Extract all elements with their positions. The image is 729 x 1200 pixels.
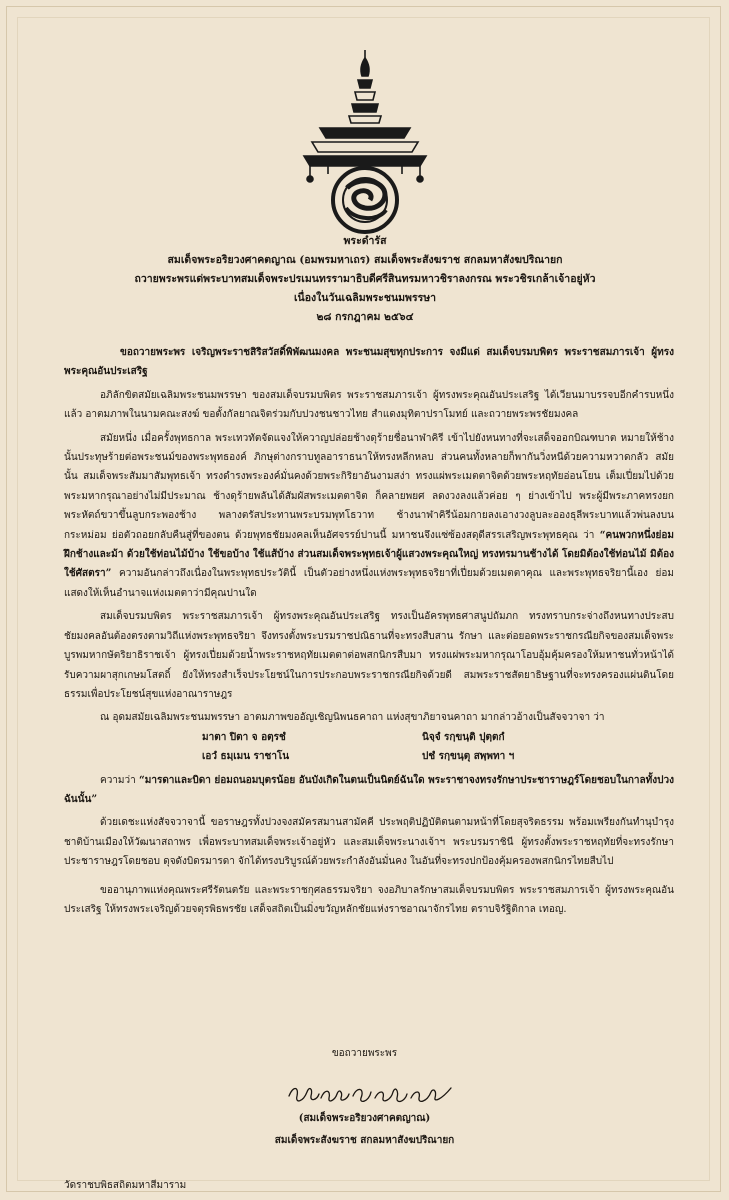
paragraph-4: สมเด็จบรมบพิตร พระราชสมภารเจ้า ผู้ทรงพระคุณอันประเสริฐ ทรงเป็นอัครพุทธศาสนูปถัมภก ทรงทราบกระจ่างถึงหนทางประสบชัยมงคลอันต้องตรงตามวิถีแห่งพระพุทธจริยา จึงทรงตั้งพระบรมราชปณิธานที่จะทรงสืบสาน รักษา และต่อยอดพระราชกรณียกิจของสมเด็จพระบูรพมหากษัตริยาธิราชเจ้า ผู้ทรงเปี่ยมด้วยน้ำพระราชหฤทัยเมตตาต่อพสกนิกรสืบมา ทรงแผ่พระมหากรุณาโอบอุ้มคุ้มครองให้มหาชนทั่วหน้าได้รับความผาสุกเกษมโสตถิ์ ยังให้ทรงสำเร็จประโยชน์ในการประกอบพระราชกรณียกิจด้วยดี สมพระราชสัตยาธิษฐานที่จะทรงครองแผ่นดินโดยธรรมเพื่อประโยชน์สุขแห่งอาณาราษฎร bbox=[64, 611, 674, 700]
pali-verse bbox=[202, 728, 674, 767]
decree-header bbox=[60, 232, 670, 327]
decree-body bbox=[64, 343, 674, 919]
paragraph-3-text: สมัยหนึ่ง เมื่อครั้งพุทธกาล พระเทวทัตจัดแจงให้ควาญปล่อยช้างดุร้ายชื่อนาฬาคิรี เข้าไปยังหนทางที่จะเสด็จออกบิณฑบาต หมายให้ช้างนั้นประทุษร้ายต่อพระชนม์ของพระพุทธองค์ ภิกษุต่างกราบทูลอาราธนาให้ทรงหลีกหลบ ส่วนคนทั้งหลายก็พากันวิ่งหนีด้วยความหวาดกลัว สมัยนั้น สมเด็จพระสัมมาสัมพุทธเจ้า ทรงดำรงพระองค์มั่นคงด้วยพระกิริยาอันงามสง่า ทรงแผ่พระเมตตาจิตด้วยพระหฤทัยอ่อนโยน เต็มเปี่ยมไปด้วยพระมหากรุณาอย่างไม่มีประมาณ ช้างดุร้ายพลันได้สัมผัสพระเมตตาจิต ก็คลายพยศ ลดงวงลงแล้วค่อย ๆ ย่างเข้าไป พระผู้มีพระภาคทรงยกพระหัตถ์ขวาขึ้นลูบกระพองช้าง พลางตรัสประทานพระบรมพุทโธวาท ช้างนาฬาคิรีน้อมกายลงเอางวงลูบละอองธุลีพระบาทแล้วพ่นลงบนกระหม่อม ย่อตัวถอยกลับคืนสู่ที่ของตน ด้วยพุทธชัยมงคลเห็นอัศจรรย์ปานนี้ มหาชนจึงแซ่ซ้องสดุดีสรรเสริญพระพุทธคุณ ว่า bbox=[64, 432, 674, 541]
occasion-line: เนื่องในวันเฉลิมพระชนมพรรษา bbox=[293, 292, 437, 304]
paragraph-8: ขออานุภาพแห่งคุณพระศรีรัตนตรัย และพระราชกุศลธรรมจริยา จงอภิบาลรักษาสมเด็จบรมบพิตร พระราชสมภารเจ้า ผู้ทรงพระคุณอันประเสริฐ ให้ทรงพระเจริญด้วยจตุรพิธพรชัย เสด็จสถิตเป็นมิ่งขวัญหลักชัยแห่งราชอาณาจักรไทย ตราบจิรัฐิติกาล เทอญ. bbox=[64, 884, 674, 915]
paragraph-2: อภิลักขิตสมัยเฉลิมพระชนมพรรษา ของสมเด็จบรมบพิตร พระราชสมภารเจ้า ผู้ทรงพระคุณอันประเสริฐ ได้เวียนมาบรรจบอีกคำรบหนึ่งแล้ว อาตมภาพในนามคณะสงฆ์ ขอตั้งกัลยาณจิตร่วมกับปวงชนชาวไทย สำแดงมุทิตาปราโมทย์ และถวายพระพรชัยมงคล bbox=[64, 389, 674, 421]
paragraph-3-quote: “คนพวกหนึ่งย่อมฝึกช้างและม้า ด้วยใช้ท่อนไม้บ้าง ใช้ขอบ้าง ใช้แส้บ้าง ส่วนสมเด็จพระพุทธเจ้าผู้แสวงพระคุณใหญ่ ทรงทรมานช้างได้ โดยมิต้องใช้ท่อนไม้ มิต้องใช้ศัสตรา” bbox=[64, 529, 674, 580]
decree-title: พระดำรัส bbox=[343, 235, 387, 247]
pali-line: นิจฺจํ รกฺขนฺติ ปุตฺตกํ bbox=[422, 731, 505, 743]
paragraph-3-tail: ความอันกล่าวถึงเนื่องในพระพุทธประวัตินี้ เป็นตัวอย่างหนึ่งแห่งพระพุทธจริยาที่เปี่ยมด้วยเมตตาคุณ และพระพุทธจริยานี้เอง ย่อมแสดงให้เห็นอำนาจแห่งเมตตาว่ามีคุณปานใด bbox=[64, 568, 674, 599]
paragraph-6 bbox=[64, 771, 674, 810]
signature-icon bbox=[285, 1078, 455, 1110]
paragraph-5: ณ อุดมสมัยเฉลิมพระชนมพรรษา อาตมภาพขออัญเชิญนิพนธคาถา แห่งสุขาภิยาจนคาถา มากล่าวอ้างเป็นสัจจวาจา ว่า bbox=[100, 712, 605, 724]
signatory-title: สมเด็จพระสังฆราช สกลมหาสังฆปริณายก bbox=[274, 1135, 455, 1146]
pali-line: เอวํ ธมฺเมน ราชาโน bbox=[202, 751, 290, 763]
decree-date: ๒๘ กรกฎาคม ๒๕๖๔ bbox=[316, 311, 414, 323]
recipient-line: ถวายพระพรแด่พระบาทสมเด็จพระปรเมนทรรามาธิบดีศรีสินทรมหาวชิราลงกรณ พระวชิรเกล้าเจ้าอยู่หัว bbox=[134, 273, 596, 285]
signatory-name: (สมเด็จพระอริยวงศาคตญาณ) bbox=[298, 1113, 431, 1124]
issuing-place: วัดราชบพิธสถิตมหาสีมาราม bbox=[64, 1180, 187, 1191]
pali-line: ปชํ รกฺขนฺตุ สพฺพทา ฯ bbox=[422, 751, 515, 763]
pali-line: มาตา ปิตา จ อตฺรชํ bbox=[202, 731, 286, 743]
royal-emblem-icon bbox=[298, 48, 432, 238]
paragraph-6-lead: ความว่า bbox=[100, 774, 136, 786]
paragraph-6-quote: “มารดาและบิดา ย่อมถนอมบุตรน้อย อันบังเกิดในตนเป็นนิตย์ฉันใด พระราชาจงทรงรักษาประชาราษฎร์โดยชอบในกาลทั้งปวงฉันนั้น” bbox=[64, 774, 674, 805]
paragraph-7: ด้วยเดชะแห่งสัจจวาจานี้ ขอราษฎรทั้งปวงจงสมัครสมานสามัคคี ประพฤติปฏิบัติตนตามหน้าที่โดยสุจริตธรรม พร้อมเพรียงกันทำนุบำรุงชาติบ้านเมืองให้วัฒนาสถาพร เพื่อพระบาทสมเด็จพระเจ้าอยู่หัว และสมเด็จพระนางเจ้าฯ พระบรมราชินี ผู้ทรงตั้งพระราชหฤทัยที่จะทรงรักษาประชาราษฎรโดยชอบ ดุจดังบิดรมารดา จักได้ทรงบริบูรณ์ด้วยพระกำลังอันมั่นคง ในอันที่จะทรงปกป้องคุ้มครองพสกนิกรไทยสืบไป bbox=[64, 817, 674, 868]
paragraph-3 bbox=[64, 429, 674, 604]
opening-paragraph: ขอถวายพระพร เจริญพระราชสิริสวัสดิ์พิพัฒนมงคล พระชนมสุขทุกประการ จงมีแด่ สมเด็จบรมบพิตร พระราชสมภารเจ้า ผู้ทรงพระคุณอันประเสริฐ bbox=[64, 347, 674, 378]
closing-greeting: ขอถวายพระพร bbox=[331, 1048, 398, 1059]
issuer-line: สมเด็จพระอริยวงศาคตญาณ (อมพรมหาเถร) สมเด็จพระสังฆราช สกลมหาสังฆปริณายก bbox=[167, 254, 563, 266]
